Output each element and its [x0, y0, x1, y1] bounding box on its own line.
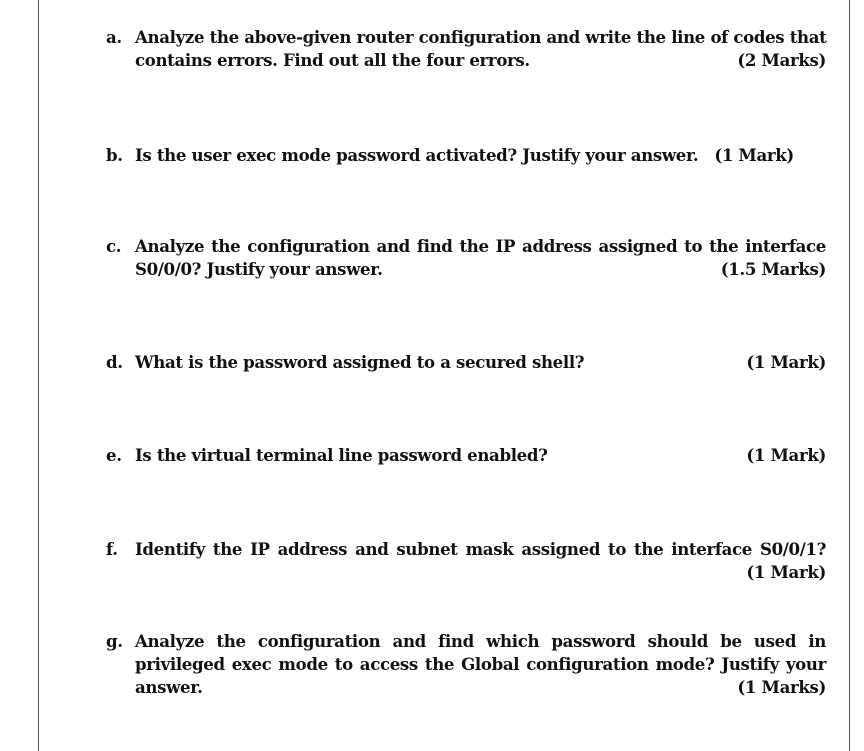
question-letter: a.	[106, 27, 122, 47]
question-letter: e.	[106, 445, 122, 465]
question-letter: d.	[106, 352, 123, 372]
marks-label: (1 Mark)	[714, 145, 794, 165]
question-text-line: Identify the IP address and subnet mask assigned to the interface S0/0/1?	[135, 539, 826, 559]
right-margin-rule	[849, 0, 850, 751]
question-text-line: What is the password assigned to a secured shell? (1 Mark)	[135, 352, 826, 372]
question-text-line: answer. (1 Marks)	[135, 677, 826, 697]
question-text-line: Analyze the configuration and find the IP address assigned to the interface	[135, 236, 826, 256]
question-text-line: Analyze the configuration and find which password should be used in	[135, 631, 826, 651]
question-text-line: Analyze the above-given router configuration and write the line of codes that	[135, 27, 827, 47]
question-letter: c.	[106, 236, 122, 256]
question-letter: f.	[106, 539, 118, 559]
marks-label: (1 Mark)	[746, 562, 826, 582]
marks-label: (2 Marks)	[737, 50, 826, 70]
question-text-line: S0/0/0? Justify your answer. (1.5 Marks)	[135, 259, 826, 279]
question-text-line	[135, 561, 826, 584]
marks-label: (1.5 Marks)	[720, 259, 826, 279]
question-text-line: Is the user exec mode password activated? Justify your answer. (1 Mark)	[135, 145, 794, 165]
left-margin-rule	[38, 0, 39, 751]
question-text-line: Is the virtual terminal line password enabled? (1 Mark)	[135, 445, 826, 465]
question-letter: g.	[106, 631, 123, 651]
question-text-line: privileged exec mode to access the Global configuration mode? Justify your	[135, 654, 826, 674]
marks-label: (1 Mark)	[746, 352, 826, 372]
question-letter: b.	[106, 145, 123, 165]
question-text-line: contains errors. Find out all the four errors. (2 Marks)	[135, 50, 826, 70]
marks-label: (1 Marks)	[737, 677, 826, 697]
marks-label: (1 Mark)	[746, 445, 826, 465]
